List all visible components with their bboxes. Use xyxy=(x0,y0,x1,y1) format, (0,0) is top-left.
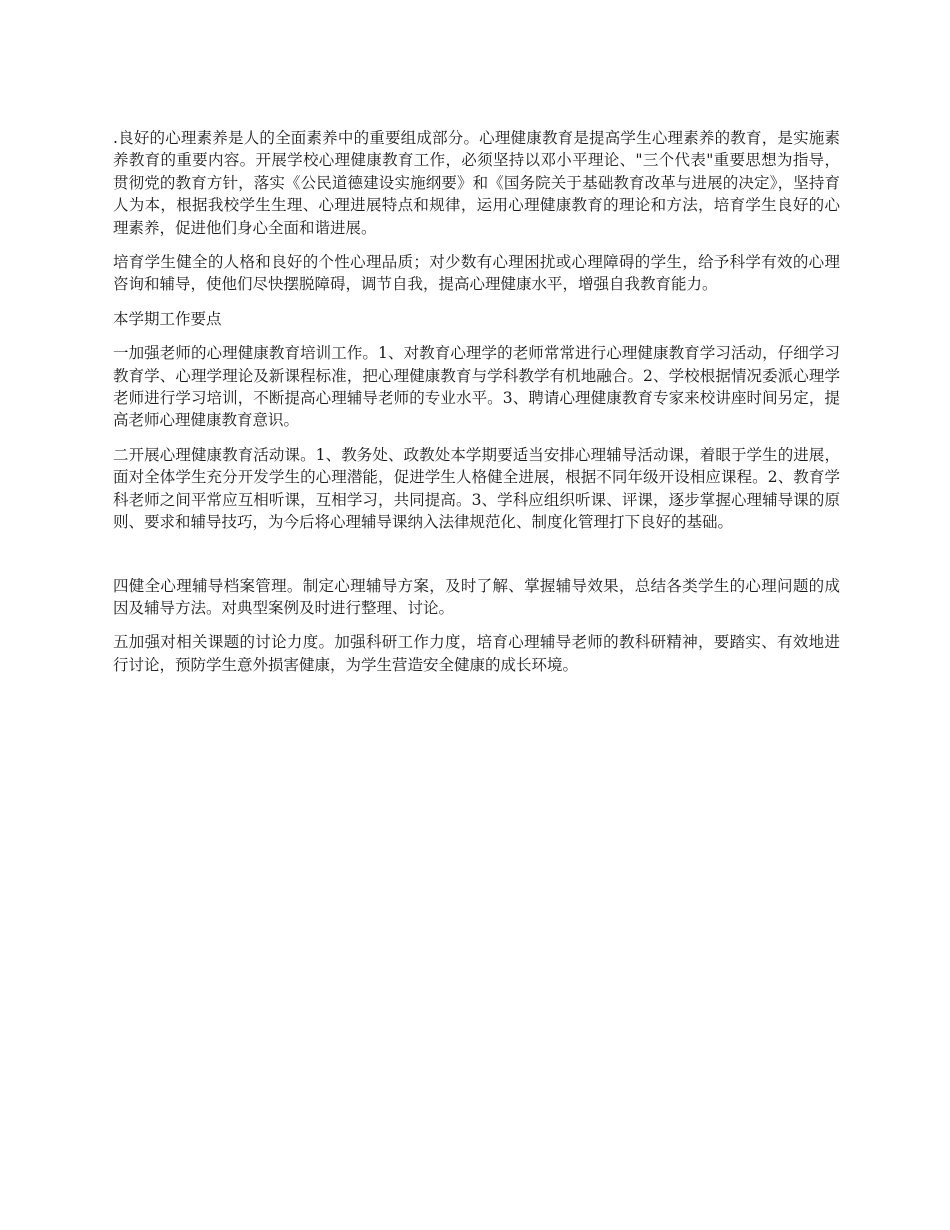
paragraph-item-one: 一加强老师的心理健康教育培训工作。1、对教育心理学的老师常常进行心理健康教育学习活动，仔细学习教育学、心理学理论及新课程标准，把心理健康教育与学科教学有机地融合。2、学校根据情况委派心理学老师进行学习培训，不断提高心理辅导老师的专业水平。3、聘请心理健康教育专家来校讲座时间另定，提高老师心理健康教育意识。 xyxy=(113,344,840,430)
paragraph-item-two: 二开展心理健康教育活动课。1、教务处、政教处本学期要适当安排心理辅导活动课，着眼于学生的进展，面对全体学生充分开发学生的心理潜能，促进学生人格健全进展，根据不同年级开设相应课程。2、教育学科老师之间平常应互相听课，互相学习，共同提高。3、学科应组织听课、评课，逐步掌握心理辅导课的原则、要求和辅导技巧，为今后将心理辅导课纳入法律规范化、制度化管理打下良好的基础。 xyxy=(113,445,840,532)
paragraph-item-five: 五加强对相关课题的讨论力度。加强科研工作力度，培育心理辅导老师的教科研精神，要踏实、有效地进行讨论，预防学生意外损害健康，为学生营造安全健康的成长环境。 xyxy=(113,633,840,674)
section-heading: 本学期工作要点 xyxy=(113,309,222,328)
paragraph-item-four: 四健全心理辅导档案管理。制定心理辅导方案，及时了解、掌握辅导效果，总结各类学生的心理问题的成因及辅导方法。对典型案例及时进行整理、讨论。 xyxy=(113,576,840,617)
paragraph-intro: .良好的心理素养是人的全面素养中的重要组成部分。心理健康教育是提高学生心理素养的教育，是实施素养教育的重要内容。开展学校心理健康教育工作，必须坚持以邓小平理论、"三个代表"重要思想为指导，贯彻党的教育方针，落实《公民道德建设实施纲要》和《国务院关于基础教育改革与进展的决定》，坚持育人为本，根据我校学生生理、心理进展特点和规律，运用心理健康教育的理论和方法，培育学生良好的心理素养，促进他们身心全面和谐进展。 xyxy=(113,129,840,237)
paragraph-goals: 培育学生健全的人格和良好的个性心理品质；对少数有心理困扰或心理障碍的学生，给予科学有效的心理咨询和辅导，使他们尽快摆脱障碍，调节自我，提高心理健康水平，增强自我教育能力。 xyxy=(113,253,840,294)
document-page xyxy=(113,127,840,676)
